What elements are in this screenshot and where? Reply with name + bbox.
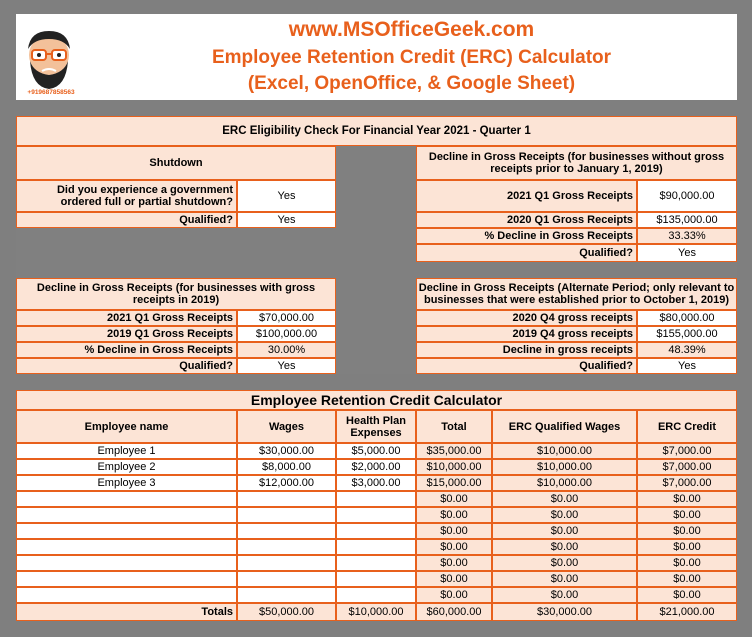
- decline-new-qualified-value: Yes: [637, 244, 737, 262]
- table-cell-health-plan[interactable]: [336, 587, 416, 603]
- totals-label: Totals: [16, 603, 237, 621]
- decline-2019-row1-label: 2021 Q1 Gross Receipts: [16, 310, 237, 326]
- table-cell-erc-qualified-wages: $0.00: [492, 587, 637, 603]
- phone-number: +919687858563: [27, 89, 75, 96]
- decline-new-heading: Decline in Gross Receipts (for businesses without gross receipts prior to January 1, 2019): [416, 146, 737, 180]
- site-url[interactable]: www.MSOfficeGeek.com: [288, 18, 535, 41]
- shutdown-qualified-value: Yes: [237, 212, 336, 228]
- table-cell-employee-name[interactable]: [16, 539, 237, 555]
- decline-2019-row3-value: 30.00%: [237, 342, 336, 358]
- table-cell-health-plan[interactable]: [336, 571, 416, 587]
- decline-new-row3-label: % Decline in Gross Receipts: [416, 228, 637, 244]
- table-cell-erc-qualified-wages: $0.00: [492, 571, 637, 587]
- table-cell-health-plan[interactable]: [336, 507, 416, 523]
- totals-erc-qualified-wages: $30,000.00: [492, 603, 637, 621]
- decline-new-row2-value[interactable]: $135,000.00: [637, 212, 737, 228]
- table-cell-wages[interactable]: [237, 587, 336, 603]
- table-cell-erc-qualified-wages: $10,000.00: [492, 459, 637, 475]
- table-cell-total: $10,000.00: [416, 459, 492, 475]
- table-cell-health-plan[interactable]: [336, 539, 416, 555]
- shutdown-heading: Shutdown: [16, 146, 336, 180]
- table-cell-total: $0.00: [416, 507, 492, 523]
- shutdown-question: Did you experience a government ordered full or partial shutdown?: [16, 180, 237, 212]
- table-cell-health-plan[interactable]: $3,000.00: [336, 475, 416, 491]
- table-cell-employee-name[interactable]: [16, 571, 237, 587]
- column-header-erc-qualified-wages: ERC Qualified Wages: [492, 410, 637, 443]
- table-cell-erc-credit: $7,000.00: [637, 443, 737, 459]
- table-cell-wages[interactable]: [237, 491, 336, 507]
- header-banner: [16, 14, 737, 100]
- decline-alt-heading: Decline in Gross Receipts (Alternate Period; only relevant to businesses that were established prior to October 1, 2019): [416, 278, 737, 310]
- table-cell-health-plan[interactable]: $5,000.00: [336, 443, 416, 459]
- decline-alt-row1-value[interactable]: $80,000.00: [637, 310, 737, 326]
- table-cell-employee-name[interactable]: [16, 555, 237, 571]
- table-cell-employee-name[interactable]: [16, 523, 237, 539]
- table-cell-erc-credit: $0.00: [637, 523, 737, 539]
- table-cell-erc-credit: $7,000.00: [637, 459, 737, 475]
- table-cell-erc-qualified-wages: $0.00: [492, 555, 637, 571]
- table-cell-wages[interactable]: $8,000.00: [237, 459, 336, 475]
- table-cell-wages[interactable]: [237, 507, 336, 523]
- table-cell-erc-qualified-wages: $0.00: [492, 507, 637, 523]
- page-title: Employee Retention Credit (ERC) Calculator: [211, 47, 612, 68]
- table-cell-wages[interactable]: $30,000.00: [237, 443, 336, 459]
- table-cell-erc-qualified-wages: $10,000.00: [492, 443, 637, 459]
- table-cell-wages[interactable]: $12,000.00: [237, 475, 336, 491]
- decline-2019-row1-value[interactable]: $70,000.00: [237, 310, 336, 326]
- eligibility-title: ERC Eligibility Check For Financial Year 2021 - Quarter 1: [16, 116, 737, 146]
- table-cell-erc-credit: $0.00: [637, 491, 737, 507]
- table-cell-employee-name[interactable]: Employee 3: [16, 475, 237, 491]
- decline-2019-qualified-label: Qualified?: [16, 358, 237, 374]
- decline-alt-row3-value: 48.39%: [637, 342, 737, 358]
- column-header-erc-credit: ERC Credit: [637, 410, 737, 443]
- table-cell-employee-name[interactable]: Employee 1: [16, 443, 237, 459]
- table-cell-employee-name[interactable]: [16, 507, 237, 523]
- gap-block: [16, 228, 336, 278]
- decline-alt-qualified-value: Yes: [637, 358, 737, 374]
- decline-2019-qualified-value: Yes: [237, 358, 336, 374]
- table-cell-employee-name[interactable]: Employee 2: [16, 459, 237, 475]
- gap-block: [336, 278, 416, 374]
- table-cell-total: $0.00: [416, 491, 492, 507]
- decline-2019-row2-value[interactable]: $100,000.00: [237, 326, 336, 342]
- table-cell-erc-credit: $7,000.00: [637, 475, 737, 491]
- table-cell-employee-name[interactable]: [16, 587, 237, 603]
- calculator-title: Employee Retention Credit Calculator: [16, 390, 737, 410]
- decline-alt-row2-label: 2019 Q4 gross receipts: [416, 326, 637, 342]
- table-cell-erc-qualified-wages: $10,000.00: [492, 475, 637, 491]
- column-header-health-plan: Health Plan Expenses: [336, 410, 416, 443]
- table-cell-erc-qualified-wages: $0.00: [492, 523, 637, 539]
- gap-block: [336, 146, 416, 262]
- table-cell-total: $0.00: [416, 523, 492, 539]
- decline-2019-heading: Decline in Gross Receipts (for businesses with gross receipts in 2019): [16, 278, 336, 310]
- table-cell-total: $15,000.00: [416, 475, 492, 491]
- table-cell-total: $0.00: [416, 571, 492, 587]
- decline-alt-qualified-label: Qualified?: [416, 358, 637, 374]
- table-cell-wages[interactable]: [237, 523, 336, 539]
- table-cell-erc-credit: $0.00: [637, 571, 737, 587]
- decline-new-row3-value: 33.33%: [637, 228, 737, 244]
- table-cell-health-plan[interactable]: $2,000.00: [336, 459, 416, 475]
- decline-new-row2-label: 2020 Q1 Gross Receipts: [416, 212, 637, 228]
- table-cell-total: $0.00: [416, 587, 492, 603]
- decline-new-row1-value[interactable]: $90,000.00: [637, 180, 737, 212]
- table-cell-wages[interactable]: [237, 555, 336, 571]
- page-subtitle: (Excel, OpenOffice, & Google Sheet): [247, 73, 576, 94]
- decline-2019-row2-label: 2019 Q1 Gross Receipts: [16, 326, 237, 342]
- totals-health-plan: $10,000.00: [336, 603, 416, 621]
- table-cell-health-plan[interactable]: [336, 523, 416, 539]
- decline-alt-row1-label: 2020 Q4 gross receipts: [416, 310, 637, 326]
- decline-new-qualified-label: Qualified?: [416, 244, 637, 262]
- decline-new-row1-label: 2021 Q1 Gross Receipts: [416, 180, 637, 212]
- decline-alt-row3-label: Decline in gross receipts: [416, 342, 637, 358]
- table-cell-erc-credit: $0.00: [637, 555, 737, 571]
- shutdown-answer[interactable]: Yes: [237, 180, 336, 212]
- shutdown-qualified-label: Qualified?: [16, 212, 237, 228]
- table-cell-erc-credit: $0.00: [637, 587, 737, 603]
- table-cell-erc-qualified-wages: $0.00: [492, 491, 637, 507]
- decline-alt-row2-value[interactable]: $155,000.00: [637, 326, 737, 342]
- totals-total: $60,000.00: [416, 603, 492, 621]
- gap-block: [336, 262, 737, 278]
- decline-2019-row3-label: % Decline in Gross Receipts: [16, 342, 237, 358]
- table-cell-total: $35,000.00: [416, 443, 492, 459]
- table-cell-employee-name[interactable]: [16, 491, 237, 507]
- column-header-wages: Wages: [237, 410, 336, 443]
- table-cell-total: $0.00: [416, 539, 492, 555]
- column-header-employee-name: Employee name: [16, 410, 237, 443]
- table-cell-wages[interactable]: [237, 571, 336, 587]
- table-cell-wages[interactable]: [237, 539, 336, 555]
- column-header-total: Total: [416, 410, 492, 443]
- table-cell-erc-credit: $0.00: [637, 507, 737, 523]
- table-cell-erc-qualified-wages: $0.00: [492, 539, 637, 555]
- table-cell-erc-credit: $0.00: [637, 539, 737, 555]
- table-cell-health-plan[interactable]: [336, 491, 416, 507]
- table-cell-total: $0.00: [416, 555, 492, 571]
- table-cell-health-plan[interactable]: [336, 555, 416, 571]
- totals-wages: $50,000.00: [237, 603, 336, 621]
- totals-erc-credit: $21,000.00: [637, 603, 737, 621]
